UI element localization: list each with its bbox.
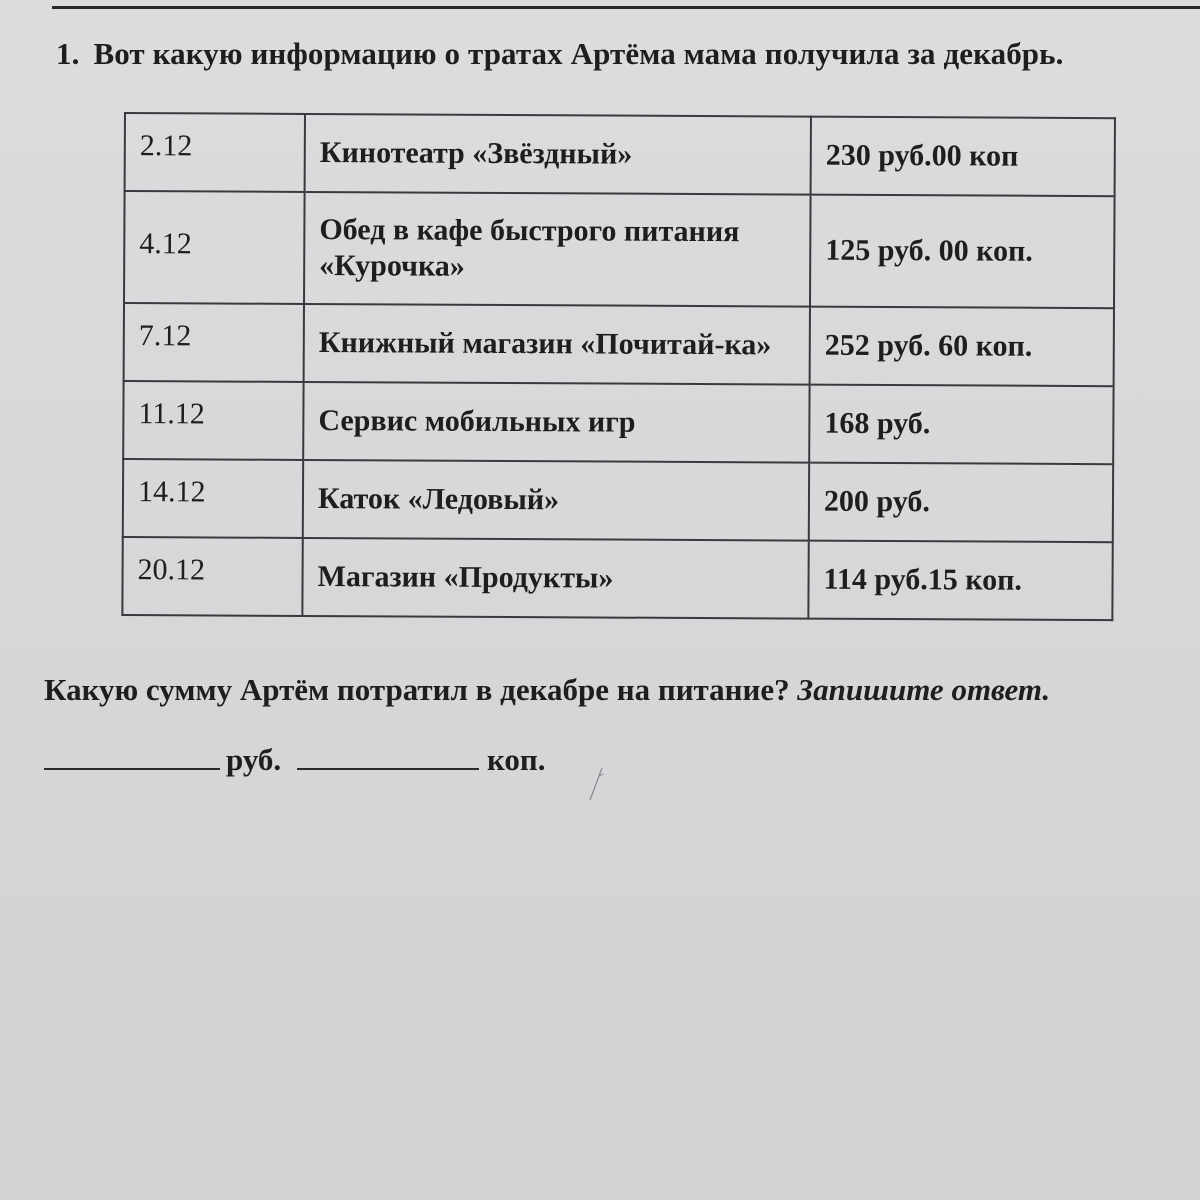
kop-answer-field[interactable] — [297, 740, 479, 770]
row-place: Кинотеатр «Звёздный» — [305, 114, 811, 195]
row-amount: 252 руб. 60 коп. — [810, 307, 1114, 387]
row-date: 20.12 — [122, 537, 302, 616]
row-date: 14.12 — [123, 459, 303, 538]
row-date: 11.12 — [123, 381, 303, 460]
row-place: Магазин «Продукты» — [302, 538, 808, 619]
top-rule — [52, 6, 1200, 9]
expenses-table — [121, 112, 1116, 621]
answer-line — [44, 740, 546, 778]
prompt-text: Какую сумму Артём потратил в декабре на питание? — [44, 672, 790, 707]
kop-label: коп. — [486, 742, 546, 777]
row-place: Сервис мобильных игр — [303, 382, 809, 463]
question-text: Вот какую информацию о тратах Артёма мама получила за декабрь. — [93, 36, 1064, 71]
row-amount: 125 руб. 00 коп. — [810, 195, 1115, 309]
rub-answer-field[interactable] — [44, 740, 220, 770]
row-amount: 230 руб.00 коп — [811, 117, 1115, 197]
table-row — [123, 381, 1113, 464]
table-row — [122, 537, 1112, 620]
row-place: Книжный магазин «Почитай-ка» — [304, 304, 810, 385]
table-row — [123, 459, 1113, 542]
question-number: 1. — [56, 36, 80, 71]
table-row — [124, 303, 1114, 386]
table-row — [125, 113, 1115, 196]
question-heading — [56, 36, 1063, 72]
prompt-instruction: Запишите ответ. — [797, 672, 1051, 707]
table-row — [124, 191, 1115, 308]
answer-prompt — [44, 672, 1050, 708]
pen-mark-icon — [586, 766, 606, 802]
rub-label: руб. — [226, 742, 282, 777]
row-amount: 200 руб. — [809, 463, 1113, 543]
row-place: Каток «Ледовый» — [303, 460, 809, 541]
row-date: 2.12 — [125, 113, 305, 192]
row-date: 4.12 — [124, 191, 305, 304]
row-place: Обед в кафе быстрого питания «Курочка» — [304, 192, 811, 307]
row-amount: 168 руб. — [809, 385, 1113, 465]
row-amount: 114 руб.15 коп. — [808, 541, 1112, 621]
row-date: 7.12 — [124, 303, 304, 382]
